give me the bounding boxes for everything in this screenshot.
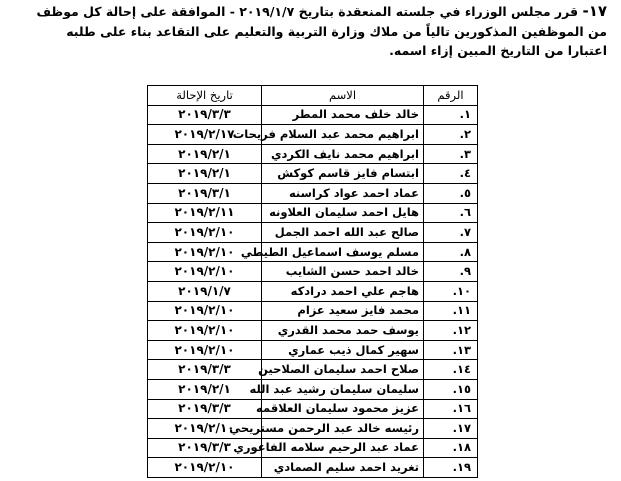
table-header bbox=[148, 86, 478, 106]
referral-date: ٢٠١٩/٣/٣ bbox=[148, 105, 262, 125]
employee-name: تغريد احمد سليم الصمادي bbox=[262, 458, 424, 478]
referral-date: ٢٠١٩/٢/١٠ bbox=[148, 419, 262, 439]
employee-name: خالد خلف محمد المطر bbox=[262, 105, 424, 125]
row-number: ١٩. bbox=[424, 458, 478, 478]
row-number: ١٠. bbox=[424, 281, 478, 301]
employee-name: عماد عبد الرحيم سلامه الفاعوري bbox=[262, 438, 424, 458]
row-number: ٩. bbox=[424, 262, 478, 282]
table-row bbox=[148, 321, 478, 341]
row-number: ٨. bbox=[424, 242, 478, 262]
employee-name: خالد احمد حسن الشايب bbox=[262, 262, 424, 282]
intro-line-3: اعتبارا من التاريخ المبين إزاء اسمه. bbox=[389, 43, 607, 58]
row-number: ٣. bbox=[424, 144, 478, 164]
table-row bbox=[148, 458, 478, 478]
row-number: ٢. bbox=[424, 125, 478, 145]
row-number: ٤. bbox=[424, 164, 478, 184]
row-number: ٧. bbox=[424, 223, 478, 243]
retirees-table bbox=[147, 85, 478, 478]
referral-date: ٢٠١٩/٢/١٠ bbox=[148, 262, 262, 282]
table-row bbox=[148, 223, 478, 243]
referral-date: ٢٠١٩/٣/٣ bbox=[148, 438, 262, 458]
row-number: ١١. bbox=[424, 301, 478, 321]
row-number: ٥. bbox=[424, 183, 478, 203]
employee-name: عزيز محمود سليمان العلاقمه bbox=[262, 399, 424, 419]
referral-date: ٢٠١٩/٢/١ bbox=[148, 144, 262, 164]
header-row bbox=[148, 86, 478, 106]
row-number: ١. bbox=[424, 105, 478, 125]
table-row bbox=[148, 144, 478, 164]
employee-name: صلاح احمد سليمان الصلاحين bbox=[262, 360, 424, 380]
row-number: ١٦. bbox=[424, 399, 478, 419]
employee-name: مسلم يوسف اسماعيل الطيطي bbox=[262, 242, 424, 262]
employee-name: رئيسه خالد عبد الرحمن مستريحي bbox=[262, 419, 424, 439]
column-header-number: الرقم bbox=[424, 86, 478, 106]
table-row bbox=[148, 125, 478, 145]
table-row bbox=[148, 419, 478, 439]
table-body bbox=[148, 105, 478, 477]
employee-name: ابراهيم محمد عبد السلام فريحات bbox=[262, 125, 424, 145]
employee-name: محمد فايز سعيد عزام bbox=[262, 301, 424, 321]
referral-date: ٢٠١٩/٣/٣ bbox=[148, 360, 262, 380]
referral-date: ٢٠١٩/٢/١٠ bbox=[148, 242, 262, 262]
referral-date: ٢٠١٩/٢/١٠ bbox=[148, 321, 262, 341]
employee-name: يوسف حمد محمد القدري bbox=[262, 321, 424, 341]
table-row bbox=[148, 164, 478, 184]
table-row bbox=[148, 183, 478, 203]
row-number: ١٨. bbox=[424, 438, 478, 458]
employee-name: هايل احمد سليمان العلاونه bbox=[262, 203, 424, 223]
referral-date: ٢٠١٩/٣/٣ bbox=[148, 399, 262, 419]
table-row bbox=[148, 281, 478, 301]
employee-name: سهير كمال ذيب عماري bbox=[262, 340, 424, 360]
referral-date: ٢٠١٩/٢/١٠ bbox=[148, 301, 262, 321]
table-row bbox=[148, 360, 478, 380]
row-number: ١٣. bbox=[424, 340, 478, 360]
referral-date: ٢٠١٩/٢/١٠ bbox=[148, 223, 262, 243]
employee-name: صالح عبد الله احمد الجمل bbox=[262, 223, 424, 243]
referral-date: ٢٠١٩/٢/١٠ bbox=[148, 458, 262, 478]
column-header-date: تاريخ الإحالة bbox=[148, 86, 262, 106]
row-number: ١٢. bbox=[424, 321, 478, 341]
table-row bbox=[148, 105, 478, 125]
intro-line-1: قرر مجلس الوزراء في جلسته المنعقدة بتاريخ ٢٠١٩/١/٧ - الموافقة على إحالة كل موظف bbox=[36, 4, 579, 19]
table-row bbox=[148, 438, 478, 458]
row-number: ١٥. bbox=[424, 379, 478, 399]
row-number: ٦. bbox=[424, 203, 478, 223]
referral-date: ٢٠١٩/٢/١ bbox=[148, 379, 262, 399]
referral-date: ٢٠١٩/٢/١ bbox=[148, 164, 262, 184]
table-row bbox=[148, 242, 478, 262]
resolution-paragraph bbox=[7, 2, 607, 61]
row-number: ١٤. bbox=[424, 360, 478, 380]
referral-date: ٢٠١٩/٢/١٠ bbox=[148, 340, 262, 360]
employee-name: هاجم علي احمد درادكه bbox=[262, 281, 424, 301]
table-row bbox=[148, 262, 478, 282]
referral-date: ٢٠١٩/١/٧ bbox=[148, 281, 262, 301]
table-row bbox=[148, 203, 478, 223]
employee-name: سليمان سليمان رشيد عبد الله bbox=[262, 379, 424, 399]
employee-name: عماد احمد عواد كراسنه bbox=[262, 183, 424, 203]
table-row bbox=[148, 340, 478, 360]
employee-name: ابراهيم محمد نايف الكردي bbox=[262, 144, 424, 164]
table-row bbox=[148, 379, 478, 399]
referral-date: ٢٠١٩/٣/١ bbox=[148, 183, 262, 203]
column-header-name: الاسم bbox=[262, 86, 424, 106]
table-row bbox=[148, 301, 478, 321]
table-row bbox=[148, 399, 478, 419]
intro-line-2: من الموظفين المذكورين تالياً من ملاك وزارة التربية والتعليم على التقاعد بناء على طلبه bbox=[66, 23, 607, 39]
employee-name: ابتسام فايز قاسم كوكش bbox=[262, 164, 424, 184]
row-number: ١٧. bbox=[424, 419, 478, 439]
item-number: ١٧- bbox=[582, 2, 607, 20]
referral-date: ٢٠١٩/٢/١١ bbox=[148, 203, 262, 223]
referral-date: ٢٠١٩/٢/١٧ bbox=[148, 125, 262, 145]
